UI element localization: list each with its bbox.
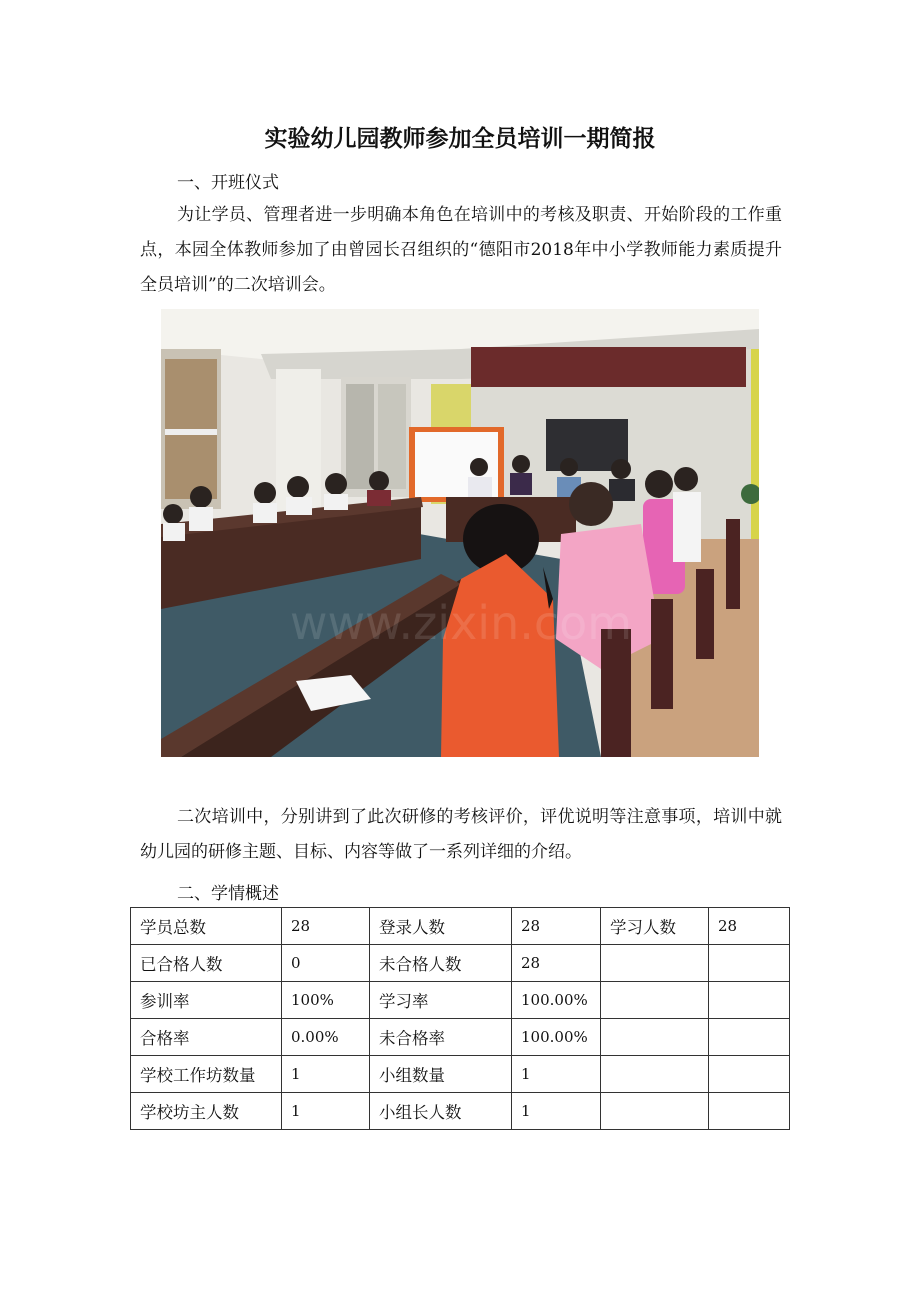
table-cell: 28 [512,945,601,982]
table-cell [601,982,709,1019]
table-cell: 合格率 [131,1019,282,1056]
training-summary-paragraph: 二次培训中，分别讲到了此次研修的考核评价，评优说明等注意事项，培训中就幼儿园的研修主题、目标、内容等做了一系列详细的介绍。 [140,807,782,862]
table-row [131,1056,790,1093]
section-heading-opening: 一、开班仪式 [177,173,279,193]
table-cell: 1 [512,1056,601,1093]
table-cell: 100.00% [512,982,601,1019]
table-row [131,908,790,945]
table-row [131,945,790,982]
opening-paragraph: 为让学员、管理者进一步明确本角色在培训中的考核及职责、开始阶段的工作重点，本园全体教师参加了由曾园长召组织的“德阳市2018年中小学教师能力素质提升全员培训”的二次培训会。 [140,205,782,295]
table-cell [709,945,790,982]
table-cell: 已合格人数 [131,945,282,982]
table-cell: 登录人数 [370,908,512,945]
table-cell [601,1056,709,1093]
photo-watermark: www.zixin.com [289,596,633,650]
study-overview-table [130,907,790,1130]
table-cell: 1 [282,1093,370,1130]
table-cell: 参训率 [131,982,282,1019]
training-photo [161,309,759,757]
table-cell: 100% [282,982,370,1019]
table-cell: 0.00% [282,1019,370,1056]
section-heading-study-overview: 二、学情概述 [177,884,279,904]
table-cell: 未合格率 [370,1019,512,1056]
table-cell: 100.00% [512,1019,601,1056]
table-cell [709,1093,790,1130]
table-cell: 学员总数 [131,908,282,945]
table-cell: 学习率 [370,982,512,1019]
table-cell: 1 [282,1056,370,1093]
table-cell [709,982,790,1019]
table-cell: 学校工作坊数量 [131,1056,282,1093]
table-cell: 小组长人数 [370,1093,512,1130]
table-row [131,1019,790,1056]
table-cell: 28 [709,908,790,945]
table-cell [709,1056,790,1093]
table-cell [709,1019,790,1056]
table-cell [601,945,709,982]
table-cell [601,1093,709,1130]
table-cell: 28 [512,908,601,945]
table-cell: 小组数量 [370,1056,512,1093]
table-cell: 学校坊主人数 [131,1093,282,1130]
table-row [131,982,790,1019]
table-cell: 28 [282,908,370,945]
table-cell [601,1019,709,1056]
document-title: 实验幼儿园教师参加全员培训一期简报 [264,126,656,152]
table-cell: 1 [512,1093,601,1130]
table-cell: 学习人数 [601,908,709,945]
table-row [131,1093,790,1130]
table-cell: 未合格人数 [370,945,512,982]
table-cell: 0 [282,945,370,982]
